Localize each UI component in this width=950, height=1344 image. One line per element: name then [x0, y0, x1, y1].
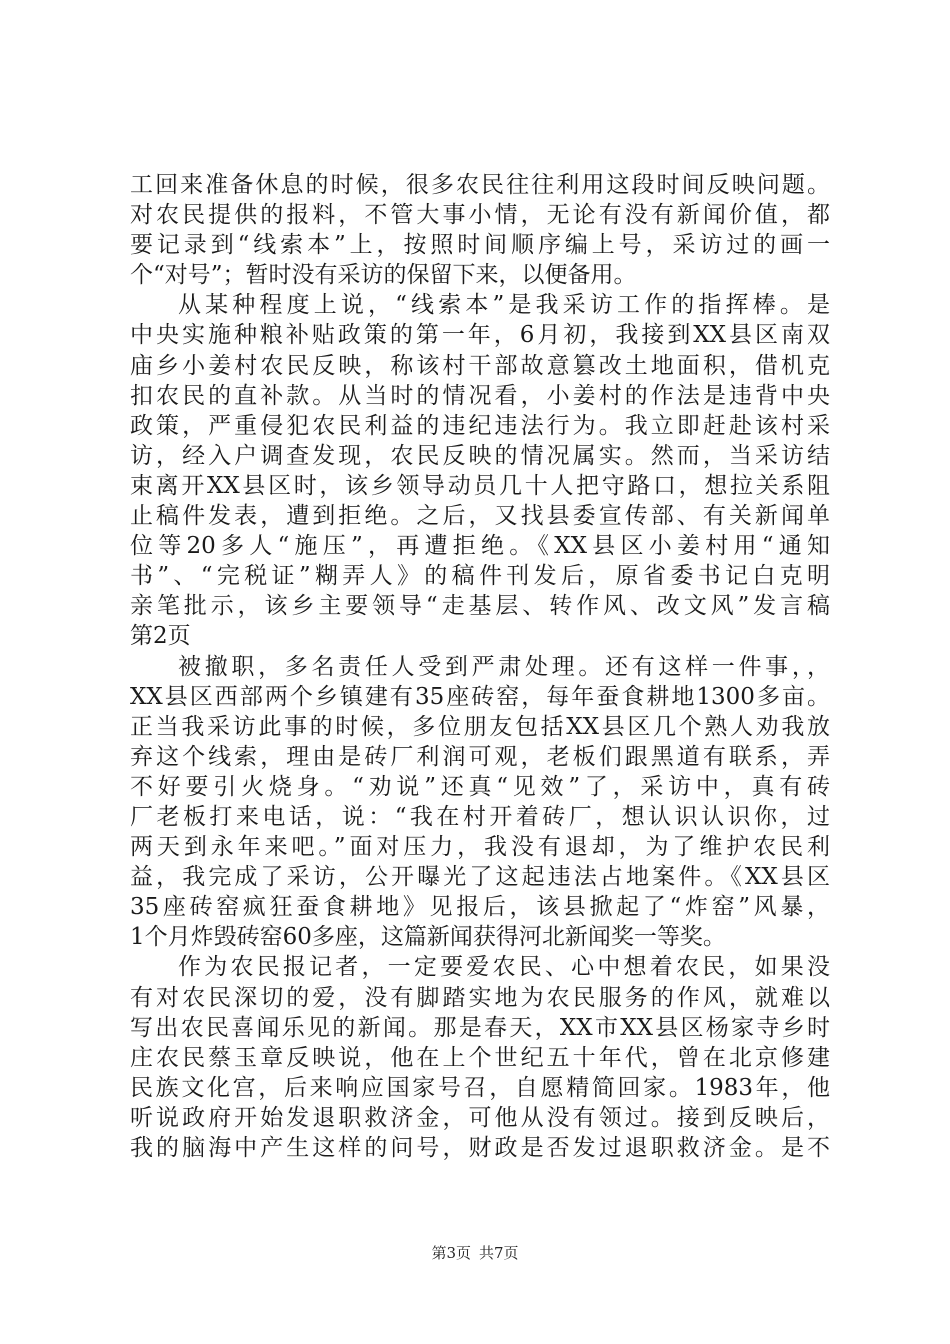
- text-line: 益，我完成了采访，公开曝光了这起违法占地案件。《XX县区: [130, 864, 830, 891]
- text-line: 个“对号”；暂时没有采访的保留下来，以便备用。: [130, 262, 637, 289]
- text-line: 中央实施种粮补贴政策的第一年，6月初，我接到XX县区南双: [130, 322, 830, 349]
- text-line: 庄农民蔡玉章反映说，他在上个世纪五十年代，曾在北京修建: [130, 1044, 830, 1071]
- text-line: 两天到永年来吧。”面对压力，我没有退却，为了维护农民利: [130, 834, 830, 861]
- paragraph-first-line: 从某种程度上说，“线索本”是我采访工作的指挥棒。是: [178, 292, 830, 319]
- text-line: 扣农民的直补款。从当时的情况看，小姜村的作法是违背中央: [130, 382, 830, 409]
- text-line: 听说政府开始发退职救济金，可他从没有领过。接到反映后，: [130, 1104, 830, 1131]
- text-line: 对农民提供的报料，不管大事小情，无论有没有新闻价值，都: [130, 202, 830, 229]
- text-line: 我的脑海中产生这样的问号，财政是否发过退职救济金。是不: [130, 1135, 830, 1161]
- text-line: 不好要引火烧身。“劝说”还真“见效”了，采访中，真有砖: [130, 773, 830, 800]
- text-line: 厂老板打来电话，说：“我在村开着砖厂，想认识认识你，过: [130, 803, 830, 830]
- text-line: 书”、“完税证”糊弄人》的稿件刊发后，原省委书记白克明: [130, 563, 830, 590]
- text-line: XX县区西部两个乡镇建有35座砖窑，每年蚕食耕地1300多亩。: [130, 683, 830, 710]
- text-line: 亲笔批示，该乡主要领导“走基层、转作风、改文风”发言稿: [130, 593, 830, 620]
- text-line: 1个月炸毁砖窑60多座，这篇新闻获得河北新闻奖一等奖。: [130, 924, 726, 951]
- page-footer: [0, 1243, 950, 1263]
- text-line: 访，经入户调查发现，农民反映的情况属实。然而，当采访结: [130, 442, 830, 469]
- inline-page-marker: 第2页: [130, 623, 191, 650]
- text-line: 要记录到“线索本”上，按照时间顺序编上号，采访过的画一: [130, 232, 830, 259]
- text-line: 工回来准备休息的时候，很多农民往往利用这段时间反映问题。: [130, 172, 830, 198]
- text-line: 位等20多人“施压”，再遭拒绝。《XX县区小姜村用“通知: [130, 533, 830, 560]
- text-line: 弃这个线索，理由是砖厂利润可观，老板们跟黑道有联系，弄: [130, 743, 830, 770]
- text-line: 35座砖窑疯狂蚕食耕地》见报后，该县掀起了“炸窑”风暴，: [130, 894, 830, 921]
- text-line: 止稿件发表，遭到拒绝。之后，又找县委宣传部、有关新闻单: [130, 503, 830, 530]
- text-line: 有对农民深切的爱，没有脚踏实地为农民服务的作风，就难以: [130, 984, 830, 1011]
- text-line: 民族文化宫，后来响应国家号召，自愿精简回家。1983年，他: [130, 1074, 830, 1101]
- text-line: 政策，严重侵犯农民利益的违纪违法行为。我立即赶赴该村采: [130, 412, 830, 439]
- document-body: [130, 170, 830, 1163]
- text-line: 束离开XX县区时，该乡领导动员几十人把守路口，想拉关系阻: [130, 472, 830, 499]
- text-line: 庙乡小姜村农民反映，称该村干部故意篡改土地面积，借机克: [130, 352, 830, 379]
- page-total: 共7页: [479, 1244, 519, 1262]
- text-line: 正当我采访此事的时候，多位朋友包括XX县区几个熟人劝我放: [130, 713, 830, 740]
- text-line: 写出农民喜闻乐见的新闻。那是春天，XX市XX县区杨家寺乡时: [130, 1014, 830, 1041]
- paragraph-first-line: 被撤职，多名责任人受到严肃处理。还有这样一件事，，: [178, 653, 830, 680]
- page-number: 第3页: [431, 1244, 471, 1262]
- paragraph-first-line: 作为农民报记者，一定要爱农民、心中想着农民，如果没: [178, 954, 830, 981]
